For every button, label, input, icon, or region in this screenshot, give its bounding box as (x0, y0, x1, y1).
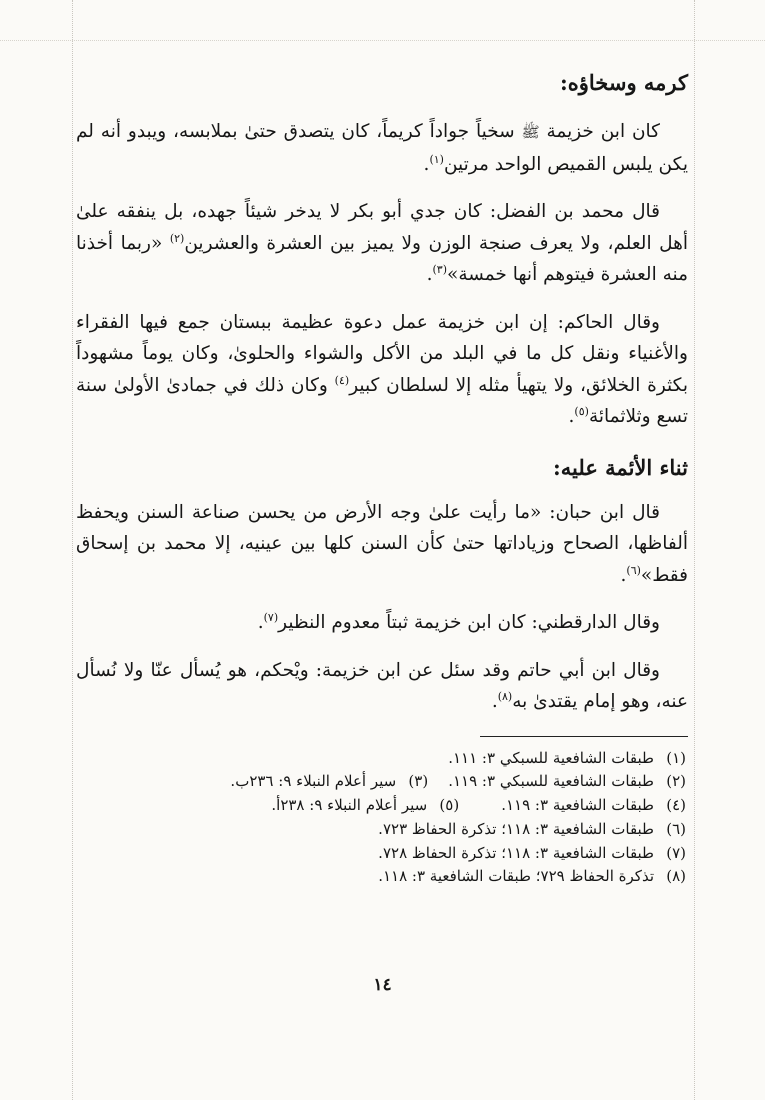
footnote-number: (٣) (408, 772, 429, 791)
footnote-row (76, 818, 688, 842)
section-heading-generosity: كرمه وسخاؤه: (560, 70, 688, 95)
punctuation: . (491, 691, 498, 712)
punctuation: . (426, 264, 433, 285)
footnote-marker: (٨) (497, 689, 513, 703)
footnote-row (76, 747, 688, 771)
footnote-text: طبقات الشافعية ٣: ١١٨؛ تذكرة الحفاظ ٧٢٣. (378, 819, 654, 838)
footnote-marker: (٧) (263, 610, 279, 624)
footnote-row (76, 842, 688, 866)
page-number: ١٤ (373, 975, 392, 995)
footnote-number: (٧) (666, 843, 686, 862)
paragraph-text: كان ابن خزيمة (539, 121, 660, 142)
paragraph-text: وقال ابن أبي حاتم وقد سئل عن ابن خزيمة: ويْحكم، هو يُسأل عنّا ولا نُسأل عنه، وهو إمام يقتدىٰ به (76, 659, 688, 712)
section-heading-praise: ثناء الأئمة عليه: (553, 454, 688, 480)
footnote-number: (٢) (666, 772, 686, 791)
paragraph-generosity-2 (76, 196, 688, 291)
page-content (76, 60, 688, 1060)
footnote-text: طبقات الشافعية ٣: ١١٩. (501, 796, 654, 815)
footnote-row (76, 770, 688, 794)
paragraph-generosity-1 (76, 116, 688, 180)
footnote-number: (٤) (666, 796, 686, 815)
footnote-text: سير أعلام النبلاء ٩: ٢٣٨أ. (271, 796, 428, 815)
footnote-text: طبقات الشافعية ٣: ١١٨؛ تذكرة الحفاظ ٧٢٨. (378, 843, 654, 862)
paragraph-text: وقال الدارقطني: كان ابن خزيمة ثبتاً معدوم النظير (278, 612, 660, 633)
punctuation: . (568, 406, 575, 427)
footnote-text: طبقات الشافعية للسبكي ٣: ١١١. (448, 748, 654, 767)
scan-guide-left (72, 0, 73, 1100)
paragraph-text: قال محمد بن الفضل: كان جدي أبو بكر لا يدخر شيئاً جهده، بل ينفقه علىٰ أهل العلم، ولا يعرف صنجة الوزن ولا يميز بين العشرة والعشرين (76, 201, 688, 254)
punctuation: . (620, 564, 627, 586)
footnote-marker: (٦) (626, 563, 641, 577)
paragraph-generosity-3 (76, 307, 688, 433)
footnotes (76, 747, 688, 890)
paragraph-text: وكان ذلك في جمادىٰ الأولىٰ سنة تسع وثلاثمائة (76, 374, 688, 427)
footnote-row (76, 865, 688, 889)
footnote-row (76, 794, 688, 818)
paragraph-praise-3 (76, 655, 688, 718)
footnote-marker: (١) (429, 152, 444, 166)
footnote-number: (٥) (439, 796, 460, 815)
paragraph-text: قال ابن حبان: «ما رأيت علىٰ وجه الأرض من يحسن صناعة السنن ويحفظ ألفاظها، الصحاح وزياداتها حتىٰ كأن السنن كلها بين عينيه، إلا محمد بن إسحاق فقط» (76, 501, 688, 586)
footnote-number: (٨) (666, 867, 686, 886)
paragraph-text: سخياً جواداً كريماً، كان يتصدق حتىٰ بملابسه، ويبدو أنه لم يكن يلبس القميص الواحد مرتين (76, 121, 688, 175)
footnote-text: تذكرة الحفاظ ٧٢٩؛ طبقات الشافعية ٣: ١١٨. (378, 867, 654, 886)
footnote-text: سير أعلام النبلاء ٩: ٢٣٦ب. (230, 772, 397, 791)
footnote-marker: (٤) (334, 373, 350, 387)
paragraph-praise-1 (76, 497, 688, 592)
scan-guide-top (0, 40, 765, 41)
footnote-marker: (٢) (169, 231, 185, 245)
honorific-text: ﷺ (521, 123, 540, 141)
paragraph-text: وقال الحاكم: إن ابن خزيمة عمل دعوة عظيمة ببستان جمع فيها الفقراء والأغنياء ونقل كل ما في البلد من الأكل والشواء والحلوىٰ، وكان يوماً مشهوداً بكثرة الخلائق، ولا يتهيأ مثله إلا لسلطان كبير (76, 311, 688, 396)
paragraph-praise-2 (76, 607, 688, 639)
footnote-number: (١) (666, 748, 686, 767)
footnote-text: طبقات الشافعية للسبكي ٣: ١١٩. (448, 772, 654, 791)
footnote-separator (480, 736, 688, 737)
punctuation: . (423, 153, 430, 175)
quote-text: «ربما أخذنا منه العشرة فيتوهم أنها خمسة» (76, 232, 688, 285)
footnote-marker: (٣) (432, 262, 447, 276)
footnote-marker: (٥) (574, 404, 589, 418)
scan-guide-right (694, 0, 695, 1100)
punctuation: . (257, 612, 264, 633)
footnote-number: (٦) (666, 819, 686, 838)
